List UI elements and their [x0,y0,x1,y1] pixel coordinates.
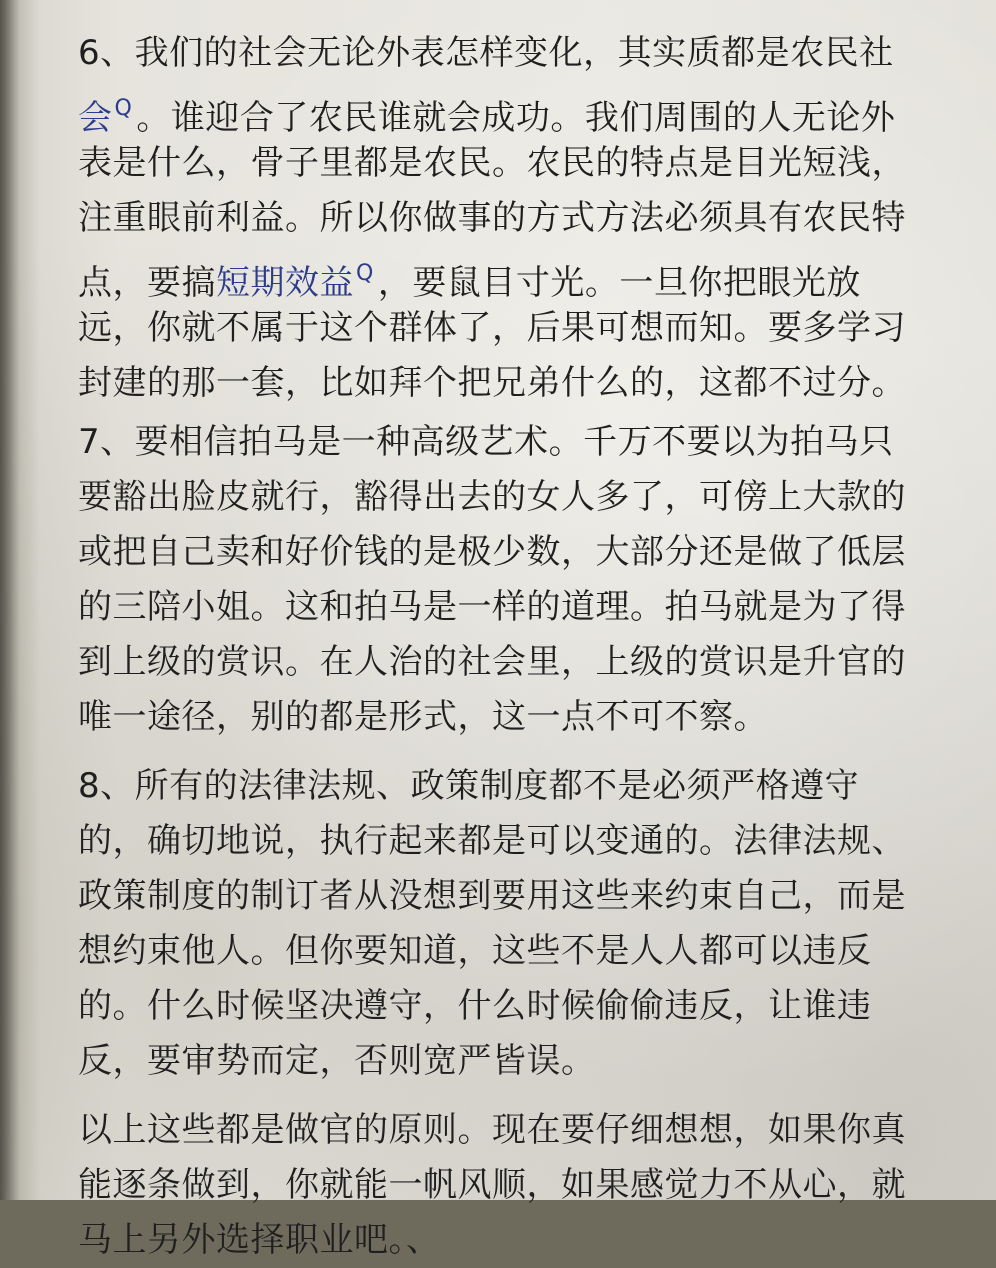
text-line: 马上另外选择职业吧。、 [78,1220,441,1260]
paragraph-conclusion [78,1103,918,1268]
keyword-link-nongmin-shehui[interactable]: 会 [78,98,113,138]
text-line: 到上级的赏识。在人治的社会里，上级的赏识是升官的 [78,642,906,682]
text-line: 要豁出脸皮就行，豁得出去的女人多了，可傍上大款的 [78,477,906,517]
text-line: 政策制度的制订者从没想到要用这些来约束自己，而是 [78,876,906,916]
text-line: 注重眼前利益。所以你做事的方式方法必须具有农民特 [78,198,906,238]
text-line: 表是什么，骨子里都是农民。农民的特点是目光短浅， [78,143,906,183]
text-line: 唯一途径，别的都是形式，这一点不可不察。 [78,697,768,737]
search-hint-icon[interactable]: Q [356,261,374,286]
text-line: 的。什么时候坚决遵守，什么时候偷偷违反，让谁违 [78,986,872,1026]
text-line: 能逐条做到，你就能一帆风顺，如果感觉力不从心，就 [78,1165,906,1205]
text-line: 的，确切地说，执行起来都是可以变通的。法律法规、 [78,821,906,861]
paragraph-gap [78,745,918,759]
text-line-rest: ，要鼠目寸光。一旦你把眼光放 [377,263,861,303]
text-line: 的三陪小姐。这和拍马是一样的道理。拍马就是为了得 [78,587,906,627]
text-line: 7、要相信拍马是一种高级艺术。千万不要以为拍马只 [78,422,894,462]
text-line: 远，你就不属于这个群体了，后果可想而知。要多学习 [78,308,906,348]
paragraph-7 [78,415,918,745]
text-line-rest: 。谁迎合了农民谁就会成功。我们周围的人无论外 [136,98,896,138]
text-line-prefix: 点，要搞 [78,263,216,303]
paragraph-6 [78,26,918,411]
text-line: 反，要审势而定，否则宽严皆误。 [78,1041,596,1081]
search-hint-icon[interactable]: Q [114,96,133,121]
text-line [78,81,918,136]
text-line: 封建的那一套，比如拜个把兄弟什么的，这都不过分。 [78,363,906,403]
text-line: 6、我们的社会无论外表怎样变化，其实质都是农民社 [78,33,894,73]
paragraph-gap [78,1089,918,1103]
text-line [78,246,918,301]
article-body [78,26,918,1268]
keyword-link-duanqi-xiaoyi[interactable]: 短期效益 [216,263,354,303]
text-line: 或把自己卖和好价钱的是极少数，大部分还是做了低层 [78,532,906,572]
text-line: 8、所有的法律法规、政策制度都不是必须严格遵守 [78,766,860,806]
text-line: 以上这些都是做官的原则。现在要仔细想想，如果你真 [78,1110,906,1150]
text-line: 想约束他人。但你要知道，这些不是人人都可以违反 [78,931,872,971]
paragraph-8 [78,759,918,1089]
